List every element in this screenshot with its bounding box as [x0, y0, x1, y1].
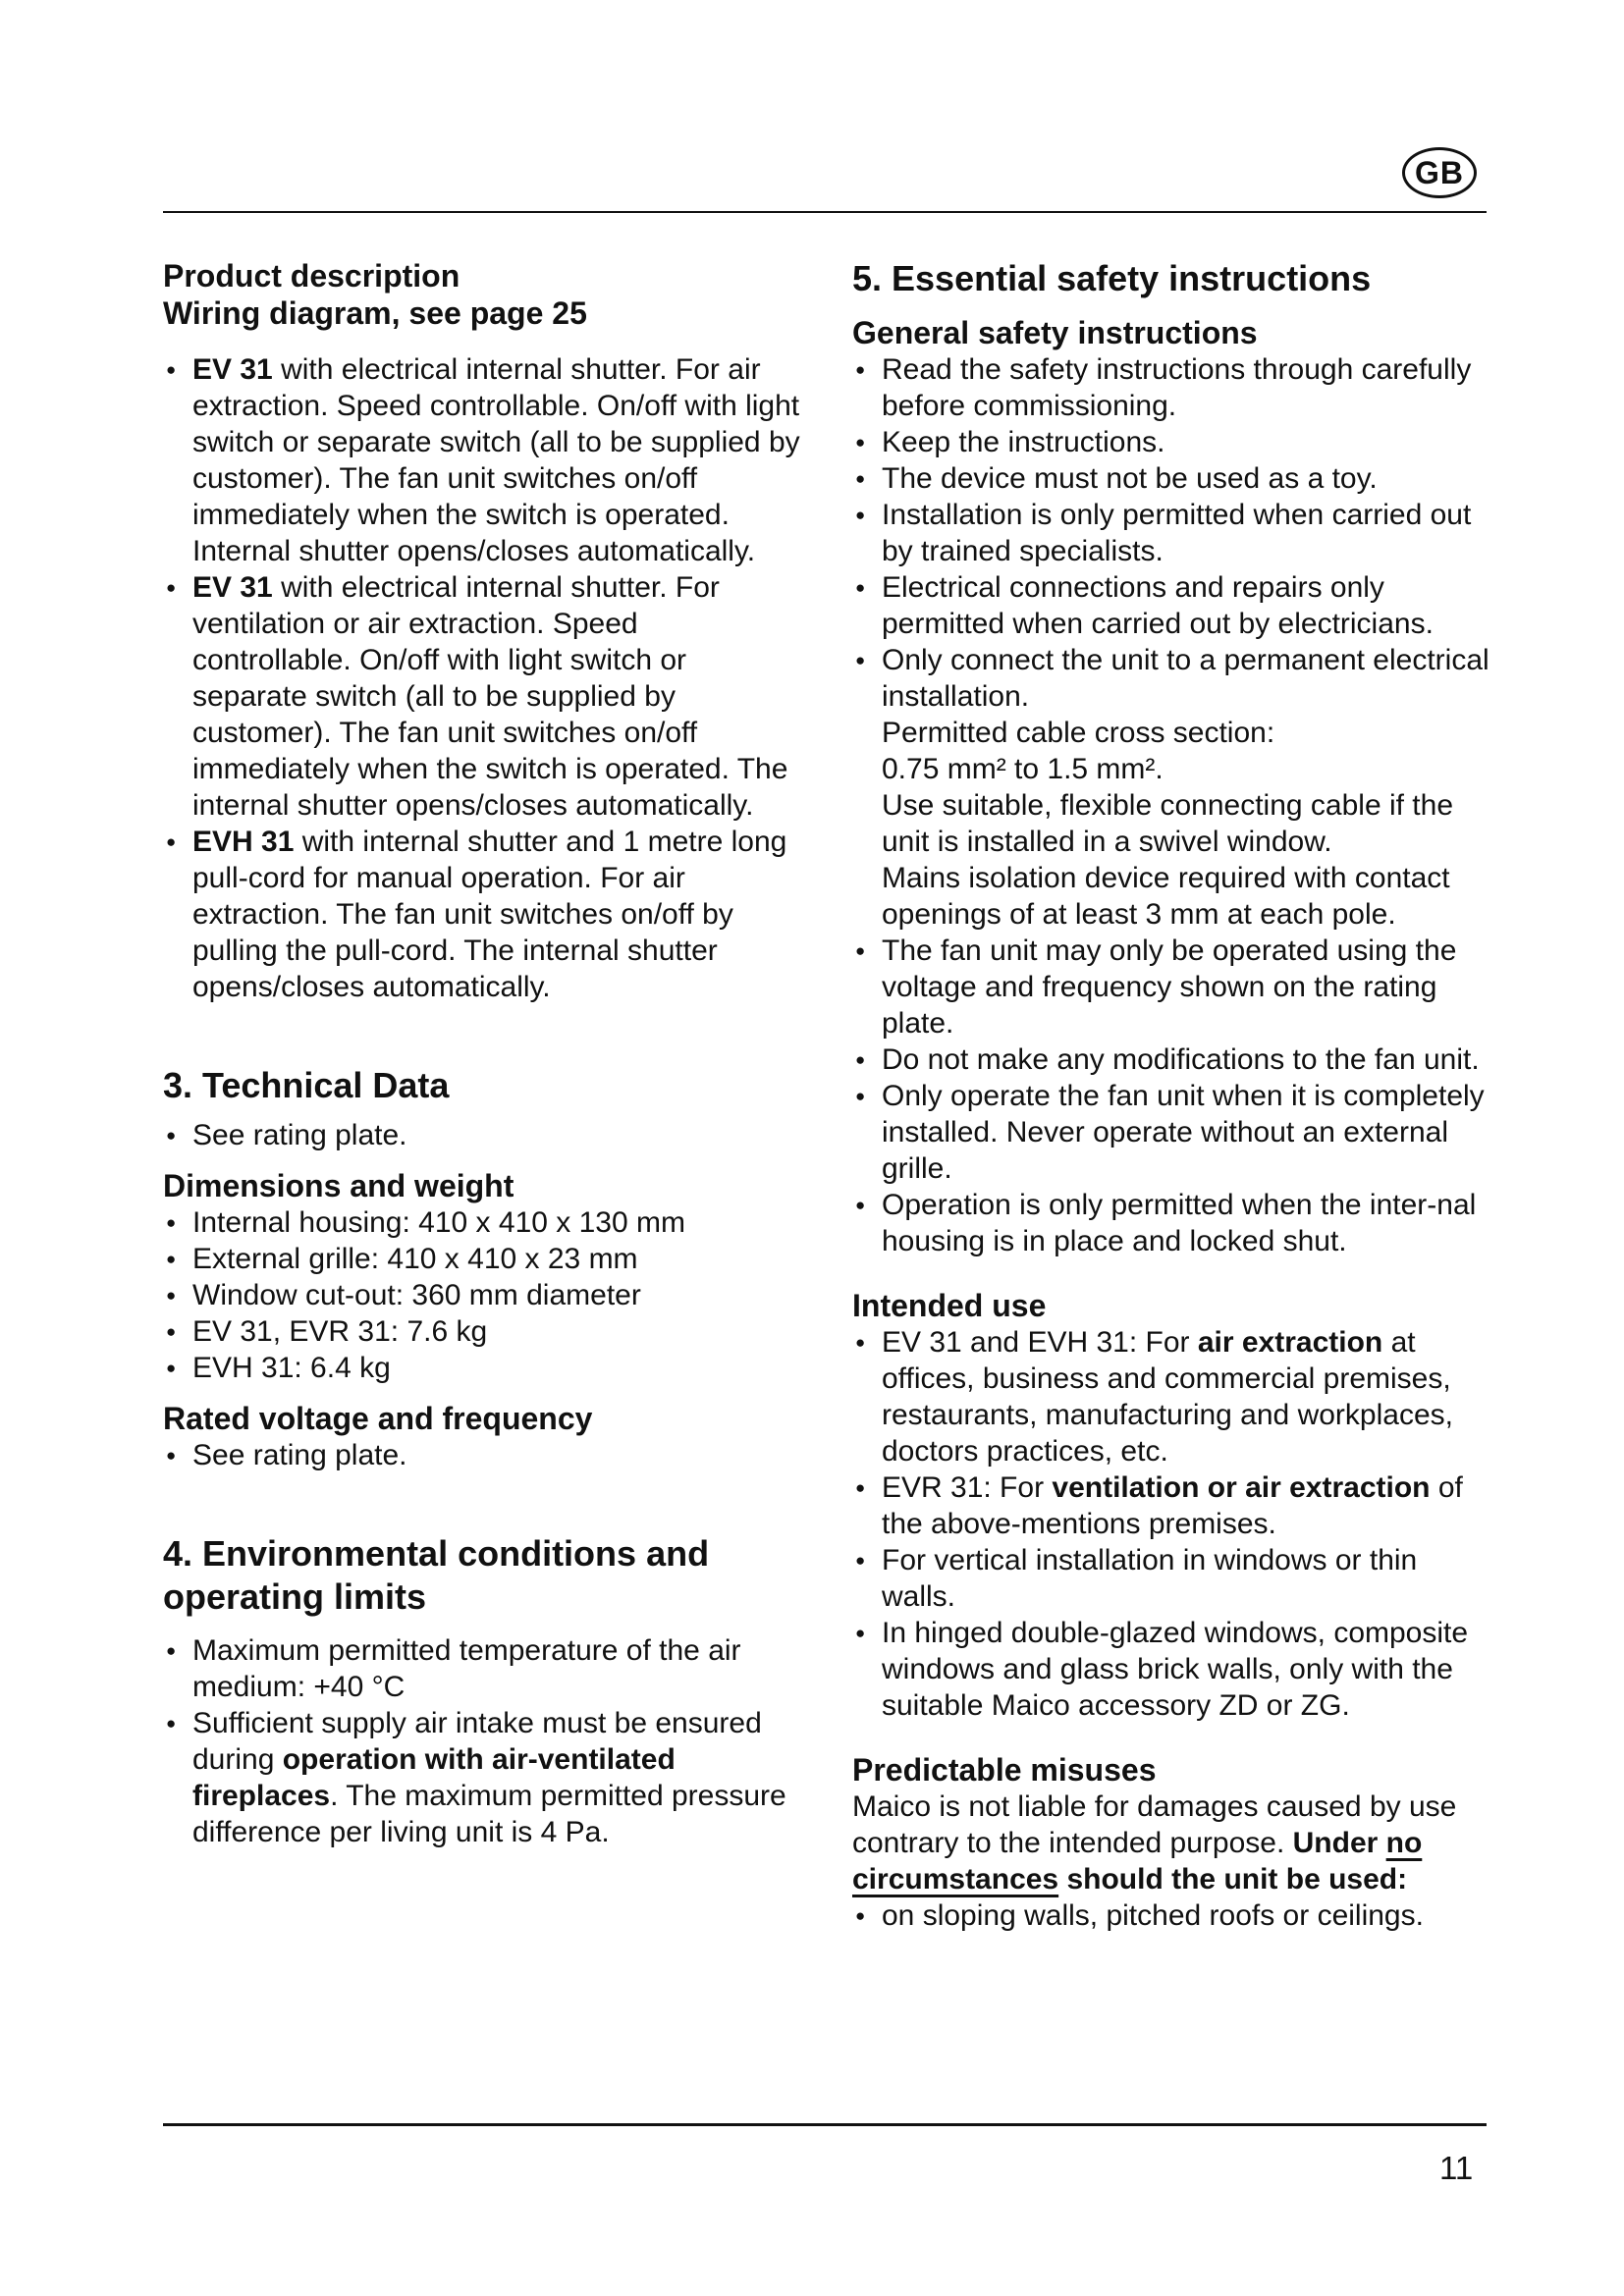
intended-use-list — [852, 1324, 1490, 1724]
dimensions-list — [163, 1204, 801, 1386]
voltage-item: ● See rating plate. — [163, 1437, 801, 1473]
product-item: ● EVH 31 with internal shutter and 1 metre long pull-cord for manual operation. For air extraction. The fan unit switches on/off by pulling the pull-cord. The internal shutter opens/closes automatically. — [163, 824, 801, 1005]
safety-item: ● Only connect the unit to a permanent electrical installation. Permitted cable cross section: 0.75 mm² to 1.5 mm². Use suitable, flexible connecting cable if the unit is installed in a swivel window. Mains isolation device required with contact openings of at least 3 mm at each pole. — [852, 642, 1490, 933]
dimensions-heading: Dimensions and weight — [163, 1168, 514, 1203]
wiring-diagram-heading: Wiring diagram, see page 25 — [163, 295, 587, 331]
intended-item: ● EVR 31: For ventilation or air extraction of the above-mentions premises. — [852, 1469, 1490, 1542]
misuse-heading: Predictable misuses — [852, 1752, 1157, 1788]
product-description-heading: Product description — [163, 258, 460, 294]
tech-item: ● See rating plate. — [163, 1117, 801, 1153]
product-list — [163, 351, 801, 1005]
dimension-item: ● External grille: 410 x 410 x 23 mm — [163, 1241, 801, 1277]
safety-item: ● Electrical connections and repairs only permitted when carried out by electricians. — [852, 569, 1490, 642]
safety-item: ● Keep the instructions. — [852, 424, 1490, 460]
dimension-item: ● EV 31, EVR 31: 7.6 kg — [163, 1313, 801, 1350]
intended-item: ● EV 31 and EVH 31: For air extraction at offices, business and commercial premises, restaurants, manufacturing and workplaces, doctors practices, etc. — [852, 1324, 1490, 1469]
voltage-heading: Rated voltage and frequency — [163, 1401, 593, 1436]
misuse-item: ● on sloping walls, pitched roofs or ceilings. — [852, 1897, 1490, 1934]
country-code-badge: GB — [1402, 147, 1477, 198]
safety-item: ● Operation is only permitted when the inter-nal housing is in place and locked shut. — [852, 1187, 1490, 1259]
technical-data-heading: 3. Technical Data — [163, 1065, 450, 1105]
safety-item: ● Installation is only permitted when carried out by trained specialists. — [852, 497, 1490, 569]
page-number: 11 — [1439, 2150, 1474, 2186]
safety-item: ● The device must not be used as a toy. — [852, 460, 1490, 497]
intended-item: ● For vertical installation in windows or thin walls. — [852, 1542, 1490, 1615]
general-safety-list — [852, 351, 1490, 1259]
safety-item: ● Do not make any modifications to the fan unit. — [852, 1041, 1490, 1078]
general-safety-heading: General safety instructions — [852, 315, 1258, 350]
right-column — [852, 257, 1490, 1934]
safety-item: ● Only operate the fan unit when it is completely installed. Never operate without an external grille. — [852, 1078, 1490, 1187]
safety-item: ● The fan unit may only be operated using the voltage and frequency shown on the rating plate. — [852, 933, 1490, 1041]
environment-heading: 4. Environmental conditions and operating limits — [163, 1533, 710, 1617]
product-item: ● EV 31 with electrical internal shutter. For air extraction. Speed controllable. On/off with light switch or separate switch (all to be supplied by customer). The fan unit switches on/off immediately when the switch is operated. Internal shutter opens/closes automatically. — [163, 351, 801, 569]
dimension-item: ● Internal housing: 410 x 410 x 130 mm — [163, 1204, 801, 1241]
header-rule — [163, 211, 1487, 213]
safety-heading: 5. Essential safety instructions — [852, 258, 1372, 298]
environment-item: ● Sufficient supply air intake must be ensured during operation with air-ventilated fireplaces. The maximum permitted pressure difference per living unit is 4 Pa. — [163, 1705, 801, 1850]
intended-item: ● In hinged double-glazed windows, composite windows and glass brick walls, only with the suitable Maico accessory ZD or ZG. — [852, 1615, 1490, 1724]
dimension-item: ● Window cut-out: 360 mm diameter — [163, 1277, 801, 1313]
intended-use-heading: Intended use — [852, 1288, 1047, 1323]
footer-rule — [163, 2123, 1487, 2126]
product-item: ● EV 31 with electrical internal shutter. For ventilation or air extraction. Speed controllable. On/off with light switch or separate switch (all to be supplied by customer). The fan unit switches on/off immediately when the switch is operated. The internal shutter opens/closes automatically. — [163, 569, 801, 824]
safety-item: ● Read the safety instructions through carefully before commissioning. — [852, 351, 1490, 424]
environment-item: ● Maximum permitted temperature of the air medium: +40 °C — [163, 1632, 801, 1705]
dimension-item: ● EVH 31: 6.4 kg — [163, 1350, 801, 1386]
misuse-paragraph: Maico is not liable for damages caused by use contrary to the intended purpose. Under no circumstances should the unit be used: — [852, 1790, 1457, 1896]
environment-list — [163, 1632, 801, 1850]
left-column — [163, 257, 801, 1850]
